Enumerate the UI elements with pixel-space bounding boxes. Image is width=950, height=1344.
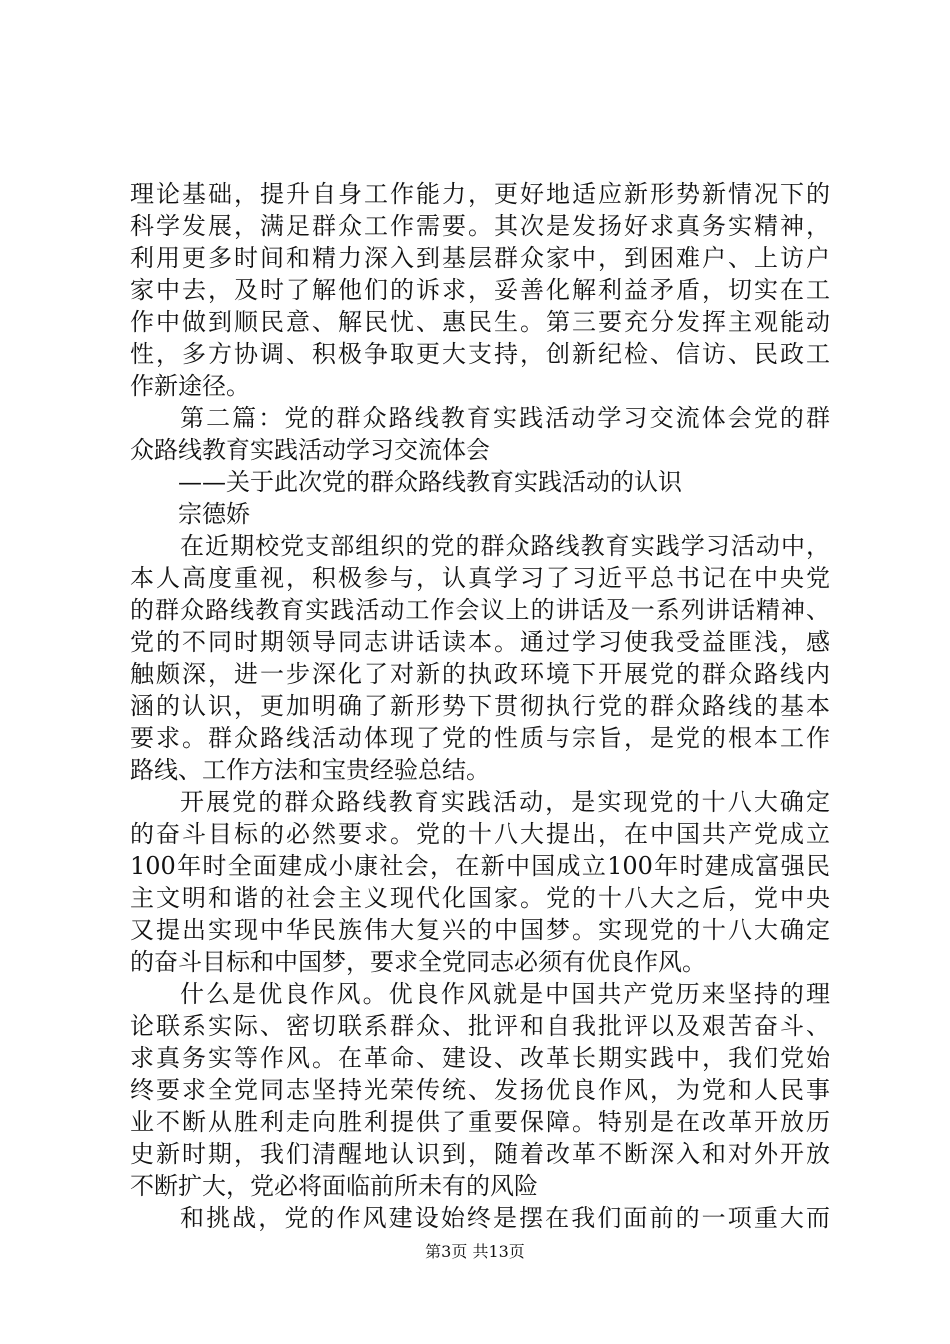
- text-line-28: 求真务实等作风。在革命、建设、改革长期实践中，我们党始: [130, 1044, 830, 1072]
- text-line-2: 科学发展，满足群众工作需要。其次是发扬好求真务实精神，: [130, 212, 830, 240]
- text-line-26: 什么是优良作风。优良作风就是中国共产党历来坚持的理: [180, 980, 830, 1008]
- text-line-29: 终要求全党同志坚持光荣传统、发扬优良作风，为党和人民事: [130, 1076, 830, 1104]
- text-line-13: 本人高度重视，积极参与，认真学习了习近平总书记在中央党: [130, 564, 830, 592]
- text-line-21: 的奋斗目标的必然要求。党的十八大提出，在中国共产党成立: [130, 820, 830, 848]
- page-footer: 第3页 共13页: [425, 1242, 525, 1261]
- section-heading-line-2: 众路线教育实践活动学习交流体会: [130, 436, 490, 464]
- text-line-1: 理论基础，提升自身工作能力，更好地适应新形势新情况下的: [130, 180, 830, 208]
- text-line-31: 史新时期，我们清醒地认识到，随着改革不断深入和对外开放: [130, 1140, 830, 1168]
- text-line-30: 业不断从胜利走向胜利提供了重要保障。特别是在改革开放历: [130, 1108, 830, 1136]
- text-line-12: 在近期校党支部组织的党的群众路线教育实践学习活动中，: [180, 532, 830, 560]
- text-line-6: 性，多方协调、积极争取更大支持，创新纪检、信访、民政工: [130, 340, 830, 368]
- text-line-19: 路线、工作方法和宝贵经验总结。: [130, 756, 490, 784]
- text-line-18: 要求。群众路线活动体现了党的性质与宗旨，是党的根本工作: [130, 724, 830, 752]
- text-line-25: 的奋斗目标和中国梦，要求全党同志必须有优良作风。: [130, 948, 706, 976]
- section-heading-line-1: 第二篇：党的群众路线教育实践活动学习交流体会党的群: [180, 404, 830, 432]
- author-line: 宗德娇: [178, 500, 250, 528]
- text-line-33: 和挑战，党的作风建设始终是摆在我们面前的一项重大而: [180, 1204, 830, 1232]
- text-line-20: 开展党的群众路线教育实践活动，是实现党的十八大确定: [180, 788, 830, 816]
- text-line-32: 不断扩大，党必将面临前所未有的风险: [130, 1172, 538, 1200]
- text-line-16: 触颇深，进一步深化了对新的执政环境下开展党的群众路线内: [130, 660, 830, 688]
- text-line-14: 的群众路线教育实践活动工作会议上的讲话及一系列讲话精神、: [130, 596, 830, 624]
- text-line-22: 100年时全面建成小康社会，在新中国成立100年时建成富强民: [130, 852, 830, 880]
- text-line-24: 又提出实现中华民族伟大复兴的中国梦。实现党的十八大确定: [130, 916, 830, 944]
- text-line-4: 家中去，及时了解他们的诉求，妥善化解利益矛盾，切实在工: [130, 276, 830, 304]
- text-line-23: 主文明和谐的社会主义现代化国家。党的十八大之后，党中央: [130, 884, 830, 912]
- text-line-7: 作新途径。: [130, 372, 250, 400]
- text-line-15: 党的不同时期领导同志讲话读本。通过学习使我受益匪浅，感: [130, 628, 830, 656]
- text-line-27: 论联系实际、密切联系群众、批评和自我批评以及艰苦奋斗、: [130, 1012, 830, 1040]
- subtitle-line: ——关于此次党的群众路线教育实践活动的认识: [178, 468, 682, 496]
- text-line-17: 涵的认识，更加明确了新形势下贯彻执行党的群众路线的基本: [130, 692, 830, 720]
- text-line-5: 作中做到顺民意、解民忧、惠民生。第三要充分发挥主观能动: [130, 308, 830, 336]
- text-line-3: 利用更多时间和精力深入到基层群众家中，到困难户、上访户: [130, 244, 830, 272]
